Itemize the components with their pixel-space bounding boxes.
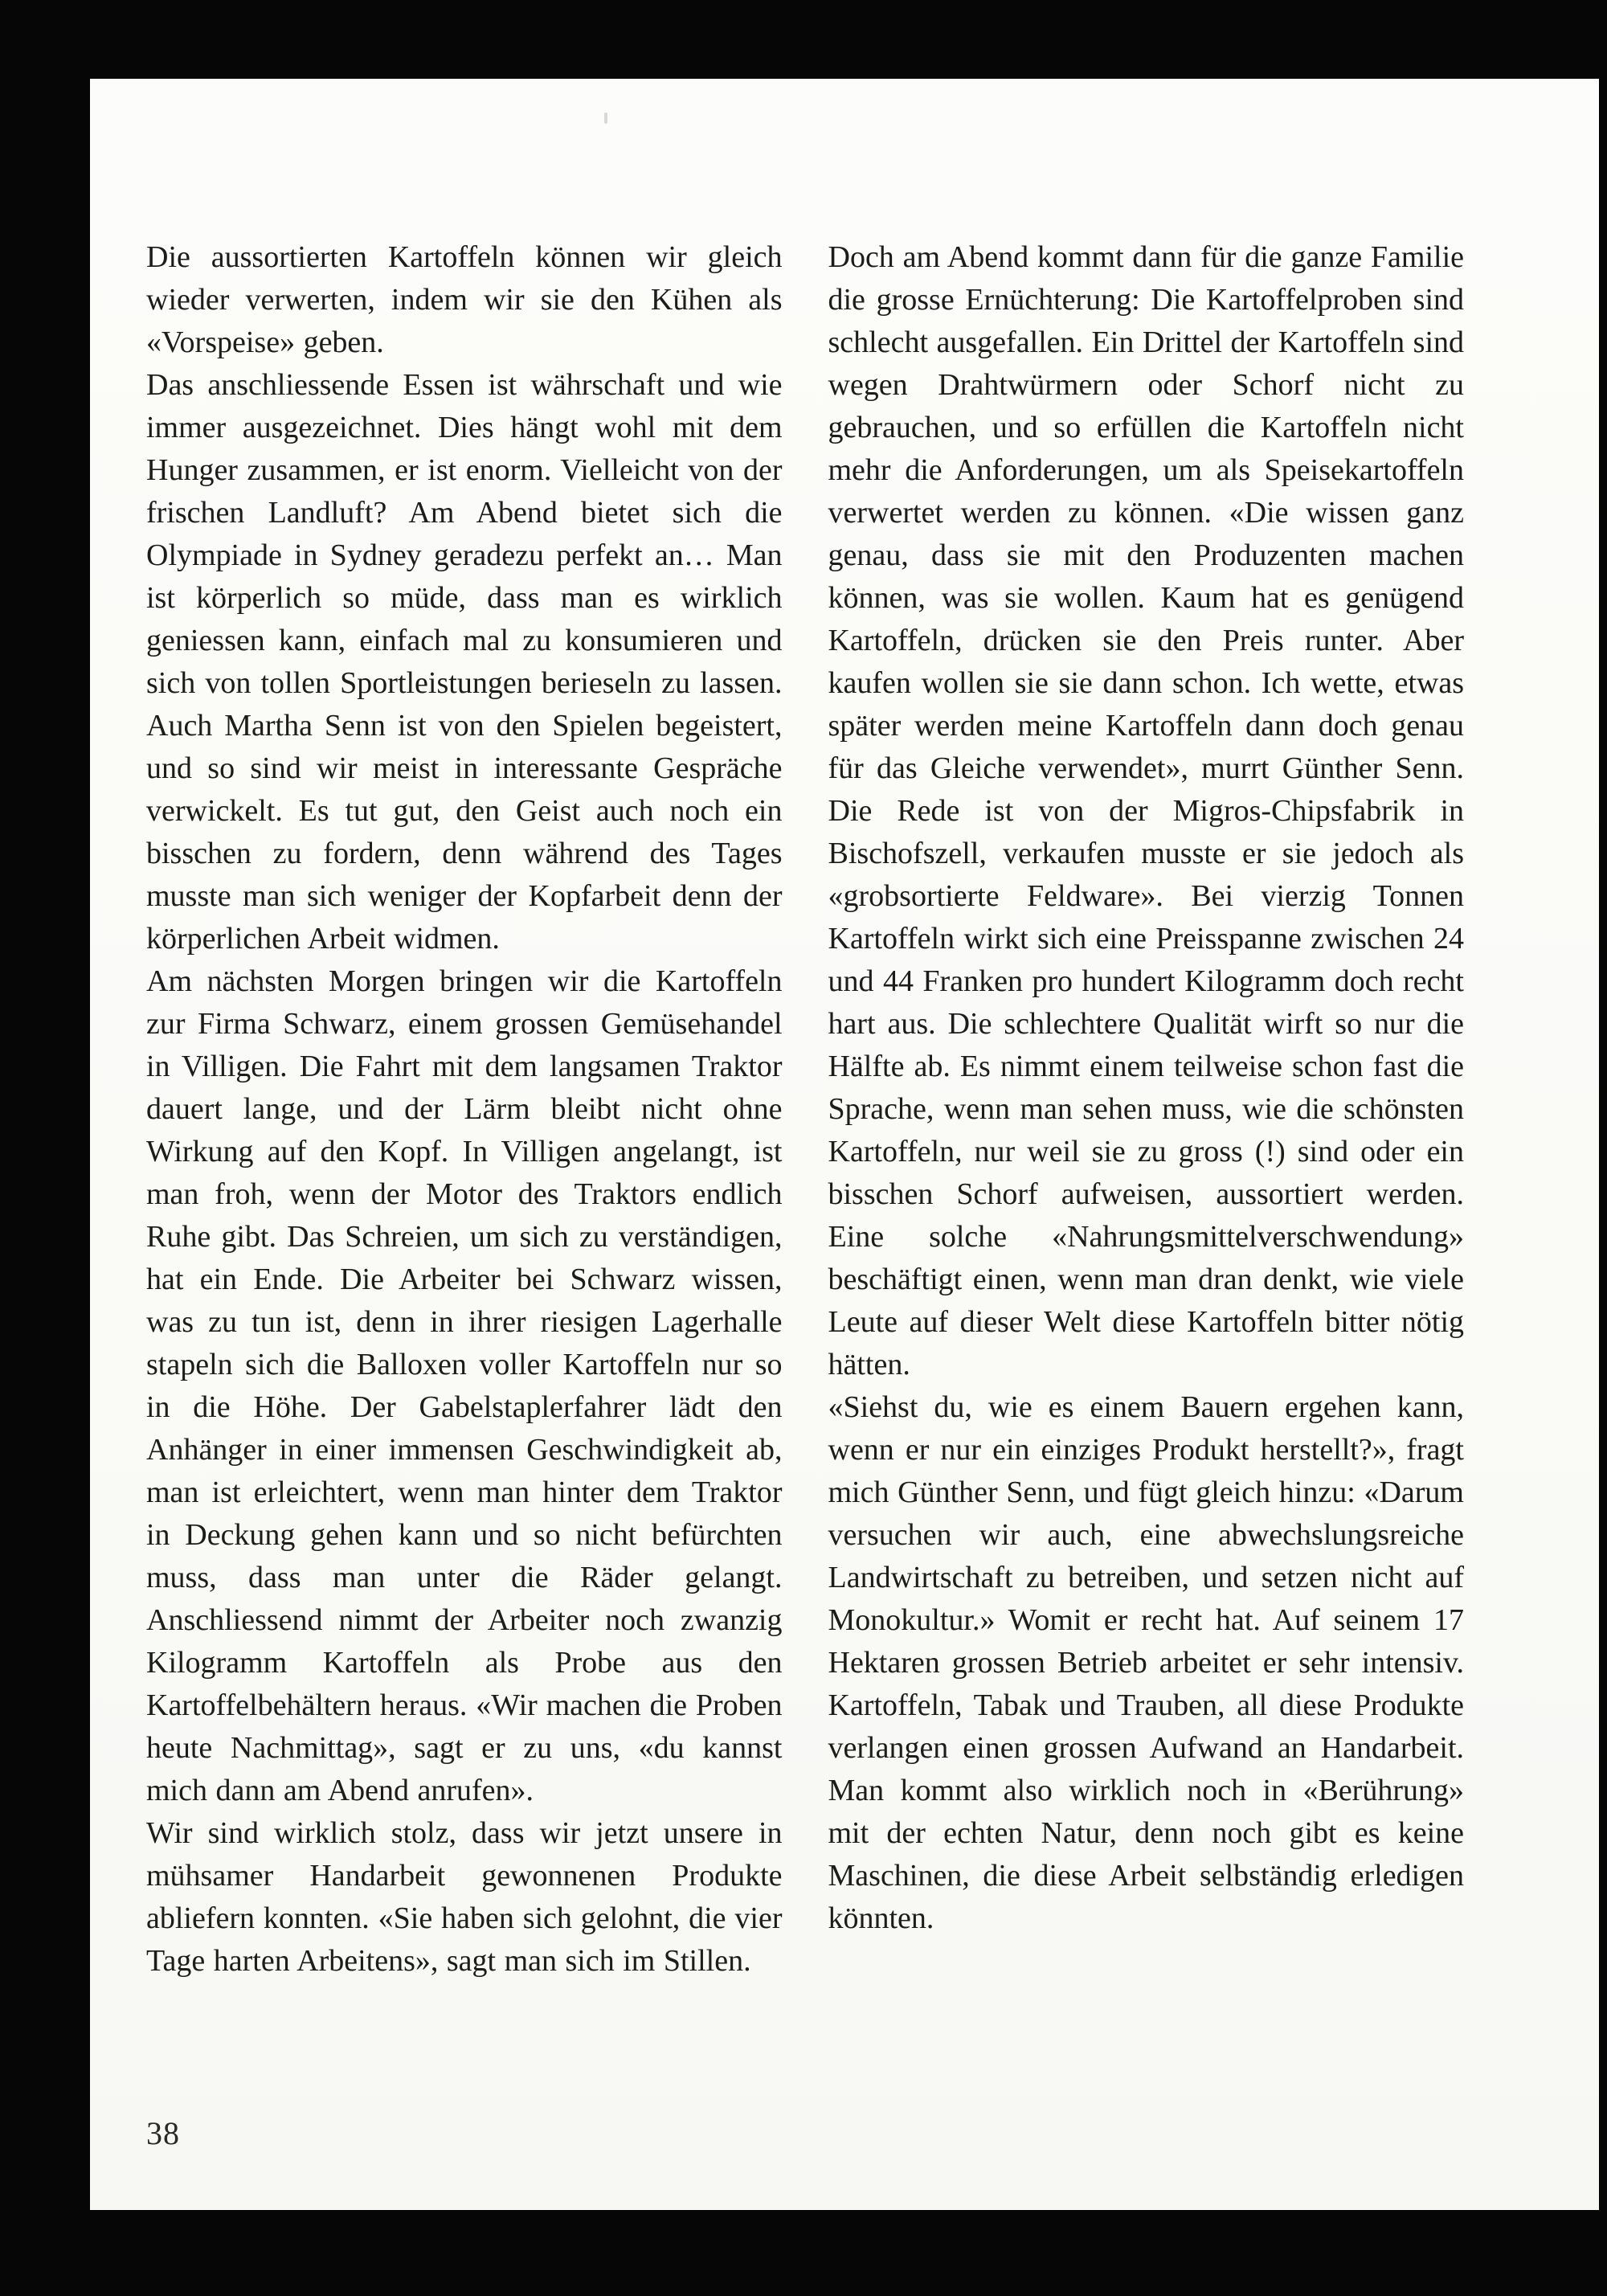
- page-number: 38: [146, 2115, 180, 2151]
- article-body: [90, 79, 1599, 1983]
- paragraph: «Siehst du, wie es einem Bauern ergehen kann, wenn er nur ein einziges Produkt herstellt?», fragt mich Günther Senn, und fügt gleich hinzu: «Darum versuchen wir auch, eine abwechslungsreiche Landwirtschaft zu betreiben, und setzen nicht auf Monokultur.» Womit er recht hat. Auf seinem 17 Hektaren grossen Betrieb arbeitet er sehr intensiv. Kartoffeln, Tabak und Trauben, all diese Produkte verlangen einen grossen Aufwand an Handarbeit. Man kommt also wirklich noch in «Berührung» mit der echten Natur, denn noch gibt es keine Maschinen, die diese Arbeit selbständig erledigen könnten.: [828, 1390, 1464, 1935]
- right-text-column: [828, 236, 1465, 1983]
- scan-artifact-mark: [604, 113, 607, 124]
- paragraph: Die aussortierten Kartoffeln können wir gleich wieder verwerten, indem wir sie den Kühen als «Vorspeise» geben.: [146, 240, 783, 359]
- left-text-column: [146, 236, 783, 1983]
- paragraph: Das anschliessende Essen ist währschaft und wie immer ausgezeichnet. Dies hängt wohl mit dem Hunger zusammen, er ist enorm. Vielleicht von der frischen Landluft? Am Abend bietet sich die Olympiade in Sydney geradezu perfekt an… Man ist körperlich so müde, dass man es wirklich geniessen kann, einfach mal zu konsumieren und sich von tollen Sportleistungen berieseln zu lassen. Auch Martha Senn ist von den Spielen begeistert, und so sind wir meist in interessante Gespräche verwickelt. Es tut gut, den Geist auch noch ein bisschen zu fordern, denn während des Tages musste man sich weniger der Kopfarbeit denn der körperlichen Arbeit widmen.: [146, 368, 783, 956]
- paragraph: Doch am Abend kommt dann für die ganze Familie die grosse Ernüchterung: Die Kartoffelproben sind schlecht ausgefallen. Ein Drittel der Kartoffeln sind wegen Drahtwürmern oder Schorf nicht zu gebrauchen, und so erfüllen die Kartoffeln nicht mehr die Anforderungen, um als Speisekartoffeln verwertet werden zu können. «Die wissen ganz genau, dass sie mit den Produzenten machen können, was sie wollen. Kaum hat es genügend Kartoffeln, drücken sie den Preis runter. Aber kaufen wollen sie sie dann schon. Ich wette, etwas später werden meine Kartoffeln dann doch genau für das Gleiche verwendet», murrt Günther Senn. Die Rede ist von der Migros-Chipsfabrik in Bischofszell, verkaufen musste er sie jedoch als «grobsortierte Feldware». Bei vierzig Tonnen Kartoffeln wirkt sich eine Preisspanne zwischen 24 und 44 Franken pro hundert Kilogramm doch recht hart aus. Die schlechtere Qualität wirft so nur die Hälfte ab. Es nimmt einem teilweise schon fast die Sprache, wenn man sehen muss, wie die schönsten Kartoffeln, nur weil sie zu gross (!) sind oder ein bisschen Schorf aufweisen, aussortiert werden. Eine solche «Nahrungsmittelverschwendung» beschäftigt einen, wenn man dran denkt, wie viele Leute auf dieser Welt diese Kartoffeln bitter nötig hätten.: [828, 240, 1464, 1381]
- paragraph: Wir sind wirklich stolz, dass wir jetzt unsere in mühsamer Handarbeit gewonnenen Produkte abliefern konnten. «Sie haben sich gelohnt, die vier Tage harten Arbeitens», sagt man sich im Stillen.: [146, 1816, 783, 1978]
- paragraph: Am nächsten Morgen bringen wir die Kartoffeln zur Firma Schwarz, einem grossen Gemüsehandel in Villigen. Die Fahrt mit dem langsamen Traktor dauert lange, und der Lärm bleibt nicht ohne Wirkung auf den Kopf. In Villigen angelangt, ist man froh, wenn der Motor des Traktors endlich Ruhe gibt. Das Schreien, um sich zu verständigen, hat ein Ende. Die Arbeiter bei Schwarz wissen, was zu tun ist, denn in ihrer riesigen Lagerhalle stapeln sich die Balloxen voller Kartoffeln nur so in die Höhe. Der Gabelstaplerfahrer lädt den Anhänger in einer immensen Geschwindigkeit ab, man ist erleichtert, wenn man hinter dem Traktor in Deckung gehen kann und so nicht befürchten muss, dass man unter die Räder gelangt. Anschliessend nimmt der Arbeiter noch zwanzig Kilogramm Kartoffeln als Probe aus den Kartoffelbehältern heraus. «Wir machen die Proben heute Nachmittag», sagt er zu uns, «du kannst mich dann am Abend anrufen».: [146, 964, 783, 1807]
- book-page: [90, 79, 1599, 2210]
